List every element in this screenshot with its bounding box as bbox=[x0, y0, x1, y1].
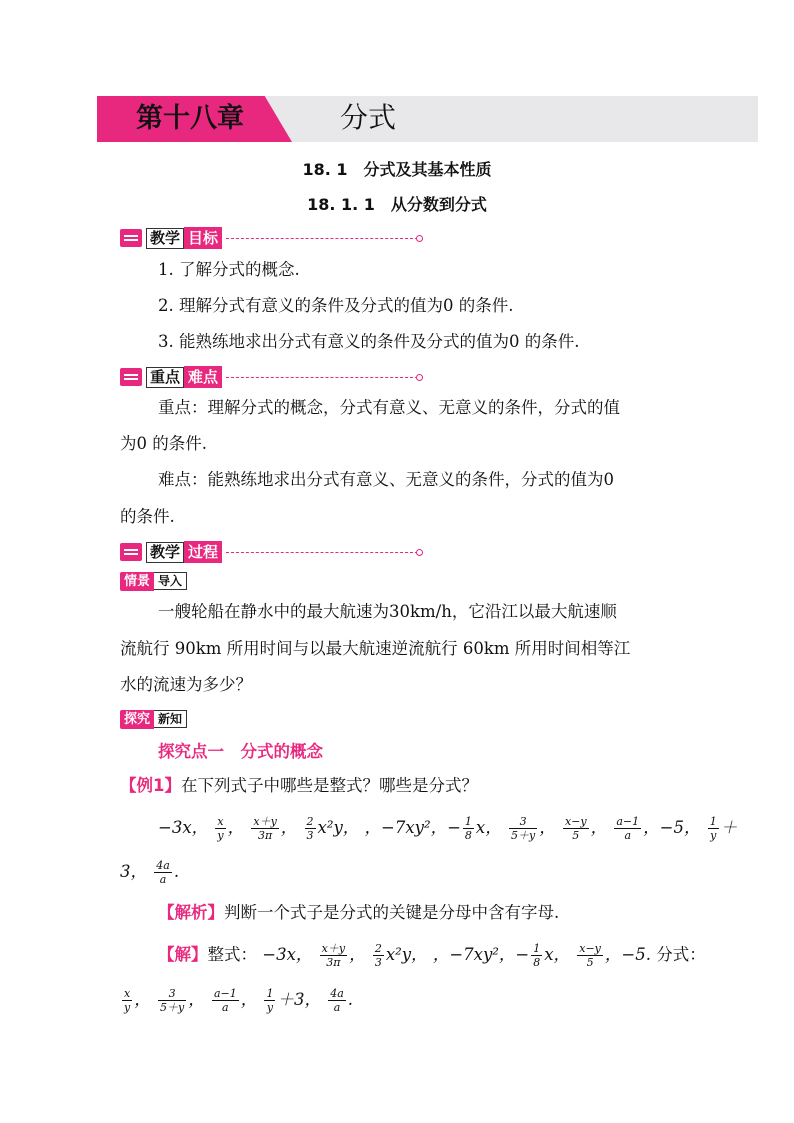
keypoints-label-b: 难点 bbox=[184, 366, 222, 388]
fraction: $\frac{1}{y}$ bbox=[709, 815, 717, 842]
subsection-title: 18. 1. 1 从分数到分式 bbox=[307, 195, 487, 214]
process-header bbox=[120, 541, 418, 563]
intro-text: 流航行 90km 所用时间与以最大航速逆流航行 60km 所用时间相等江 bbox=[120, 639, 631, 658]
fraction: $\frac{x}{y}$ bbox=[217, 815, 224, 842]
explore-label-a: 探究 bbox=[120, 710, 154, 729]
example-label: 【例1】 bbox=[120, 776, 181, 795]
dashed-divider bbox=[226, 238, 418, 239]
intro-text: 水的流速为多少？ bbox=[120, 675, 252, 694]
chapter-title: 分式 bbox=[340, 101, 397, 134]
fraction: $\frac{x+y}{3\pi}$ bbox=[321, 942, 346, 969]
process-label-b: 过程 bbox=[184, 541, 222, 563]
goals-label-b: 目标 bbox=[184, 227, 222, 249]
difficulty-text: 难点：能熟练地求出分式有意义、无意义的条件，分式的值为0 bbox=[158, 470, 614, 489]
example-line bbox=[120, 774, 478, 798]
chapter-number: 第十八章 bbox=[136, 103, 244, 134]
goals-header bbox=[120, 227, 418, 249]
analysis-text: 判断一个式子是分式的关键是分母中含有字母. bbox=[224, 903, 560, 922]
fraction: $\frac{x}{y}$ bbox=[124, 987, 131, 1014]
key-point-text: 为0 的条件. bbox=[120, 434, 207, 453]
answer-label: 【解】 bbox=[158, 945, 208, 964]
explore-header bbox=[120, 709, 187, 729]
fraction: $\frac{2}{3}$ bbox=[306, 815, 314, 842]
fraction: $\frac{4a}{a}$ bbox=[330, 987, 344, 1014]
section-title: 18. 1 分式及其基本性质 bbox=[302, 160, 492, 179]
dashed-divider bbox=[226, 377, 418, 378]
dashed-divider bbox=[226, 552, 418, 553]
expression-list-cont: 3， $\frac{4a}{a}$ . bbox=[120, 859, 180, 886]
expression-list: −3x， $\frac{x}{y}$ ， $\frac{x+y}{3\pi}$ ， $\frac{2}{3}$ x²y， ，−7xy²，− $\frac{1}{8}$ x， $\frac{3}{5+y}$ ， $\frac{x-y}{5}$ ， $\frac{a-1}{a}$ ，−5， $\frac{1}{y}$ ＋ bbox=[158, 815, 738, 842]
analysis-label: 【解析】 bbox=[158, 903, 224, 922]
fraction: $\frac{1}{y}$ bbox=[266, 987, 274, 1014]
process-label-a: 教学 bbox=[146, 542, 184, 563]
fraction: $\frac{x-y}{5}$ bbox=[579, 942, 601, 969]
fraction: $\frac{a-1}{a}$ bbox=[213, 987, 237, 1014]
fraction: $\frac{3}{5+y}$ bbox=[159, 987, 185, 1014]
fraction: $\frac{4a}{a}$ bbox=[156, 859, 170, 886]
book-icon bbox=[120, 368, 142, 386]
goal-item: 2. 理解分式有意义的条件及分式的值为0 的条件. bbox=[158, 296, 514, 315]
point-title: 探究点一 分式的概念 bbox=[158, 742, 323, 761]
term: −3x， bbox=[158, 818, 209, 837]
intro-label-a: 情景 bbox=[120, 572, 154, 591]
analysis-line bbox=[158, 901, 559, 925]
goal-item: 1. 了解分式的概念. bbox=[158, 260, 300, 279]
goal-item: 3. 能熟练地求出分式有意义的条件及分式的值为0 的条件. bbox=[158, 332, 580, 351]
example-text: 在下列式子中哪些是整式？哪些是分式？ bbox=[180, 776, 478, 795]
answer-line-cont: $\frac{x}{y}$ ， $\frac{3}{5+y}$ ， $\frac{a-1}{a}$ ， $\frac{1}{y}$ ＋3， $\frac{4a}{a}$ . bbox=[124, 987, 354, 1014]
explore-label-b: 新知 bbox=[154, 710, 187, 728]
fraction: $\frac{3}{5+y}$ bbox=[510, 815, 536, 842]
fraction: $\frac{x+y}{3\pi}$ bbox=[253, 815, 277, 842]
key-point-text: 重点：理解分式的概念，分式有意义、无意义的条件，分式的值 bbox=[158, 398, 620, 417]
keypoints-header bbox=[120, 366, 418, 388]
fraction: $\frac{2}{3}$ bbox=[374, 942, 382, 969]
keypoints-label-a: 重点 bbox=[146, 367, 184, 388]
fraction: $\frac{x-y}{5}$ bbox=[564, 815, 587, 842]
fraction: $\frac{1}{8}$ bbox=[464, 815, 472, 842]
intro-text: 一艘轮船在静水中的最大航速为30km/h，它沿江以最大航速顺 bbox=[158, 602, 617, 621]
intro-label-b: 导入 bbox=[154, 572, 187, 590]
fraction: $\frac{1}{8}$ bbox=[533, 942, 541, 969]
answer-line: 【解】整式： −3x， $\frac{x+y}{3\pi}$ ， $\frac{2}{3}$ x²y， ，−7xy²，− $\frac{1}{8}$ x， $\frac{x-y}{5}$ ，−5. 分式： bbox=[158, 942, 706, 969]
book-icon bbox=[120, 229, 142, 247]
fraction: $\frac{a-1}{a}$ bbox=[616, 815, 640, 842]
difficulty-text: 的条件. bbox=[120, 507, 175, 526]
goals-label-a: 教学 bbox=[146, 228, 184, 249]
intro-header bbox=[120, 571, 187, 591]
book-icon bbox=[120, 543, 142, 561]
